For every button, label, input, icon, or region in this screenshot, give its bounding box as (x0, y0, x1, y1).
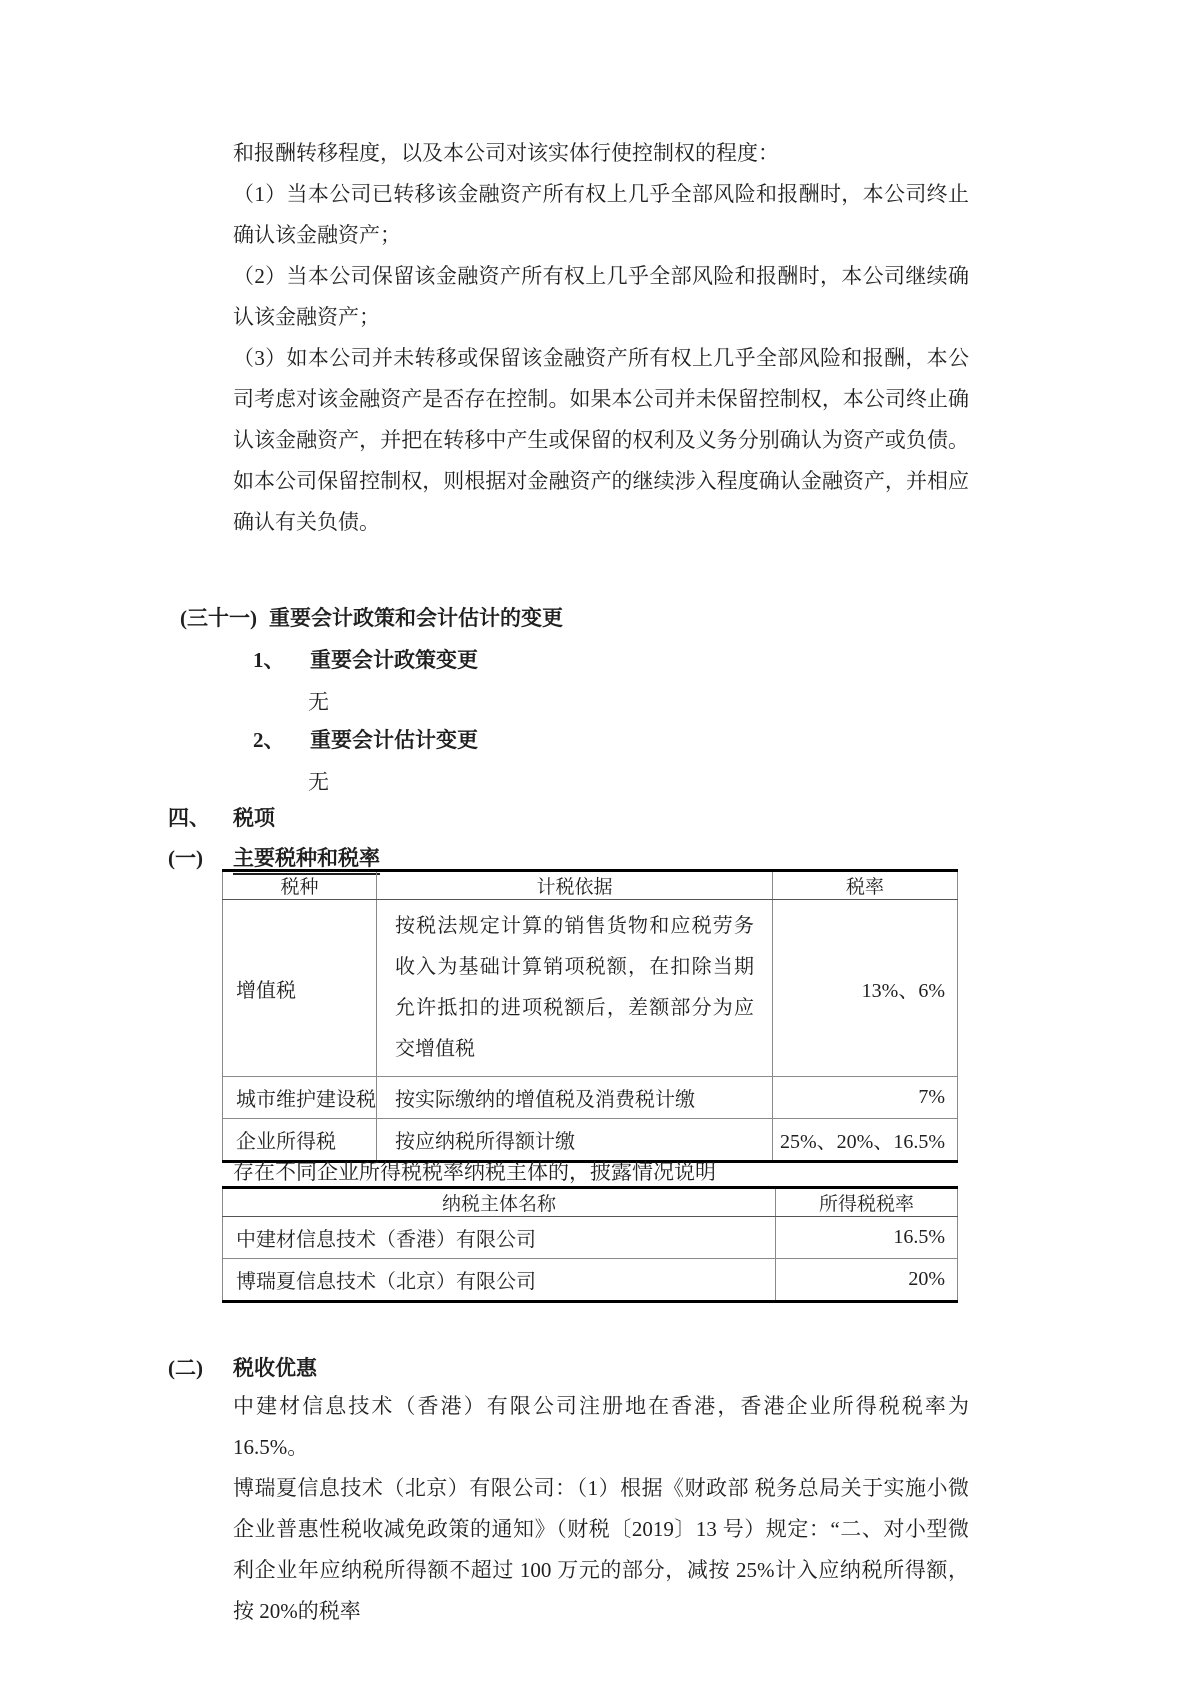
entity-rate-cell: 16.5% (776, 1217, 958, 1259)
sub-item-1-number: 1、 (253, 648, 285, 672)
entities-table (222, 1186, 958, 1303)
sub-item-2-title: 重要会计估计变更 (310, 728, 478, 752)
sub-item-1-value: 无 (308, 690, 329, 714)
transfer-item-2: （2）当本公司保留该金融资产所有权上几乎全部风险和报酬时，本公司继续确认该金融资产； (233, 264, 969, 329)
sub-item-2-number: 2、 (253, 728, 285, 752)
table-row (223, 900, 958, 1077)
tax-preference-paragraph-2: 博瑞夏信息技术（北京）有限公司：（1）根据《财政部 税务总局关于实施小微企业普惠性税收减免政策的通知》（财税〔2019〕13 号）规定：“二、对小型微利企业年应纳税所得额不超过 100 万元的部分，减按 25%计入应纳税所得额，按 20%的税率 (233, 1476, 969, 1623)
header-income-tax-rate: 所得税税率 (776, 1188, 958, 1217)
section-4-title: 税项 (233, 806, 275, 830)
entities-table-wrapper (222, 1186, 958, 1303)
tax-rate-cell: 13%、6% (773, 900, 958, 1077)
main-taxes-table-wrapper (222, 869, 958, 1163)
section-4-2-title: 税收优惠 (233, 1356, 317, 1380)
entity-name-cell: 中建材信息技术（香港）有限公司 (223, 1217, 776, 1259)
continued-text-block (233, 133, 969, 543)
transfer-item-1: （1）当本公司已转移该金融资产所有权上几乎全部风险和报酬时，本公司终止确认该金融资产； (233, 182, 969, 247)
main-taxes-table (222, 869, 958, 1163)
section-4-number: 四、 (168, 806, 210, 830)
tax-preference-block (233, 1386, 969, 1632)
section-31-title: 重要会计政策和会计估计的变更 (269, 606, 563, 630)
header-tax-rate: 税率 (773, 871, 958, 900)
tax-type-cell: 增值税 (223, 900, 377, 1077)
entity-name-cell: 博瑞夏信息技术（北京）有限公司 (223, 1259, 776, 1302)
section-31-heading (180, 602, 563, 632)
tax-preference-paragraph-1: 中建材信息技术（香港）有限公司注册地在香港，香港企业所得税税率为 16.5%。 (233, 1394, 969, 1459)
tax-basis-cell: 按税法规定计算的销售货物和应税劳务收入为基础计算销项税额，在扣除当期允许抵扣的进项税额后，差额部分为应交增值税 (377, 900, 773, 1077)
entity-rate-cell: 20% (776, 1259, 958, 1302)
tax-basis-cell: 按应纳税所得额计缴 (377, 1119, 773, 1162)
header-entity-name: 纳税主体名称 (223, 1188, 776, 1217)
section-4-1-number: (一) (168, 846, 203, 870)
section-4-1-title: 主要税种和税率 (233, 842, 380, 875)
header-tax-basis: 计税依据 (377, 871, 773, 900)
sub-item-1-title: 重要会计政策变更 (310, 648, 478, 672)
tax-rate-cell: 25%、20%、16.5% (773, 1119, 958, 1162)
tax-rate-cell: 7% (773, 1077, 958, 1119)
table-header-row (223, 871, 958, 900)
section-31-number: (三十一) (180, 606, 257, 630)
tax-type-cell: 企业所得税 (223, 1119, 377, 1162)
different-rate-note: 存在不同企业所得税税率纳税主体的，披露情况说明 (233, 1160, 716, 1184)
table-header-row (223, 1188, 958, 1217)
section-4-2-number: (二) (168, 1356, 203, 1380)
continued-intro-line: 和报酬转移程度，以及本公司对该实体行使控制权的程度： (233, 141, 779, 165)
table-row (223, 1077, 958, 1119)
sub-item-2-value: 无 (308, 770, 329, 794)
table-row (223, 1259, 958, 1302)
header-tax-type: 税种 (223, 871, 377, 900)
table-row (223, 1217, 958, 1259)
tax-basis-cell: 按实际缴纳的增值税及消费税计缴 (377, 1077, 773, 1119)
transfer-item-3: （3）如本公司并未转移或保留该金融资产所有权上几乎全部风险和报酬，本公司考虑对该金融资产是否存在控制。如果本公司并未保留控制权，本公司终止确认该金融资产，并把在转移中产生或保留的权利及义务分别确认为资产或负债。如本公司保留控制权，则根据对金融资产的继续涉入程度确认金融资产，并相应确认有关负债。 (233, 346, 969, 534)
tax-type-cell: 城市维护建设税 (223, 1077, 377, 1119)
